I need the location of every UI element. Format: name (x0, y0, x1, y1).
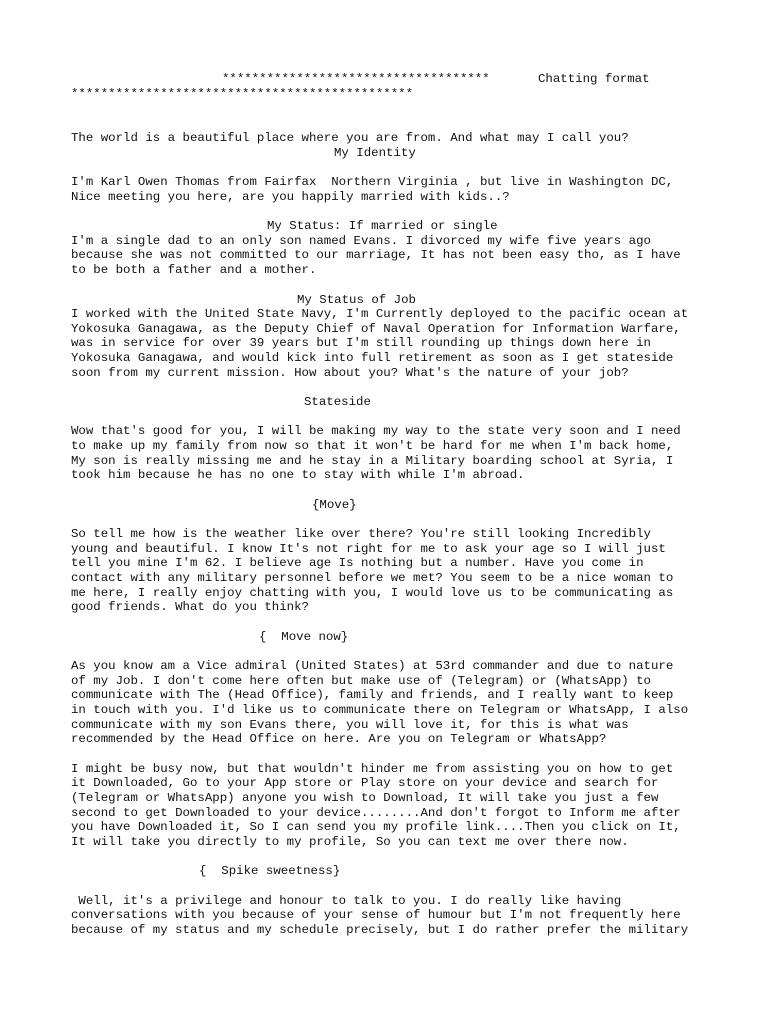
paragraph-line: I'm Karl Owen Thomas from Fairfax Northern Virginia , but live in Washington DC, (71, 175, 674, 189)
paragraph-line: soon from my current mission. How about you? What's the nature of your job? (71, 366, 629, 380)
paragraph-line: contact with any military personnel before we met? You seem to be a nice woman to (71, 571, 674, 585)
paragraph-line: (Telegram or WhatsApp) anyone you wish to Download, It will take you just a few (71, 791, 659, 805)
paragraph-line: me here, I really enjoy chatting with you, I would love us to be communicating as (71, 586, 674, 600)
paragraph-line: conversations with you because of your sense of humour but I'm not frequently here (71, 908, 681, 922)
paragraph-line: Yokosuka Ganagawa, as the Deputy Chief of Naval Operation for Information Warfare, (71, 322, 681, 336)
paragraph-line: good friends. What do you think? (71, 600, 309, 614)
paragraph-line: communicate with my son Evans there, you will love it, for this is what was (71, 718, 629, 732)
paragraph-line: you have Downloaded it, So I can send you my profile link....Then you click on It, (71, 820, 681, 834)
paragraph-line: My son is really missing me and he stay in a Military boarding school at Syria, I (71, 454, 674, 468)
heading-spike-sweetness: { Spike sweetness} (199, 864, 341, 878)
header-stars-left: ************************************ (222, 72, 490, 86)
paragraph-line: So tell me how is the weather like over there? You're still looking Incredibly (71, 527, 651, 541)
heading-my-status: My Status: If married or single (267, 219, 498, 233)
paragraph-line: Nice meeting you here, are you happily married with kids..? (71, 190, 510, 204)
paragraph-line: Wow that's good for you, I will be making my way to the state very soon and I need (71, 424, 681, 438)
paragraph-line: in touch with you. I'd like us to communicate there on Telegram or WhatsApp, I also (71, 703, 689, 717)
paragraph-line: Well, it's a privilege and honour to talk to you. I do really like having (71, 894, 622, 908)
paragraph-line: of my Job. I don't come here often but make use of (Telegram) or (WhatsApp) to (71, 674, 651, 688)
paragraph-line: As you know am a Vice admiral (United States) at 53rd commander and due to nature (71, 659, 674, 673)
paragraph-line: to be both a father and a mother. (71, 263, 317, 277)
paragraph-line: because of my status and my schedule precisely, but I do rather prefer the military (71, 923, 689, 937)
paragraph-line: to make up my family from now so that it won't be hard for me when I'm back home, (71, 439, 674, 453)
paragraph-line: communicate with The (Head Office), family and friends, and I really want to keep (71, 688, 674, 702)
paragraph-line: I might be busy now, but that wouldn't hinder me from assisting you on how to get (71, 762, 674, 776)
paragraph-line: I worked with the United State Navy, I'm Currently deployed to the pacific ocean at (71, 307, 689, 321)
paragraph-line: Yokosuka Ganagawa, and would kick into full retirement as soon as I get stateside (71, 351, 674, 365)
heading-move-now: { Move now} (259, 630, 349, 644)
paragraph-line: I'm a single dad to an only son named Evans. I divorced my wife five years ago (71, 234, 651, 248)
paragraph-line: tell you mine I'm 62. I believe age Is nothing but a number. Have you come in (71, 556, 644, 570)
paragraph-line: second to get Downloaded to your device........And don't forgot to Inform me after (71, 806, 681, 820)
paragraph-line: took him because he has no one to stay with while I'm abroad. (71, 468, 525, 482)
heading-my-identity: My Identity (334, 146, 416, 160)
paragraph-line: it Downloaded, Go to your App store or Play store on your device and search for (71, 776, 659, 790)
identity-question: The world is a beautiful place where you are from. And what may I call you? (71, 131, 629, 145)
paragraph-line: recommended by the Head Office on here. Are you on Telegram or WhatsApp? (71, 732, 607, 746)
heading-move: {Move} (312, 498, 357, 512)
document-title: Chatting format (538, 72, 650, 86)
paragraph-line: young and beautiful. I know It's not right for me to ask your age so I will just (71, 542, 666, 556)
heading-stateside: Stateside (304, 395, 371, 409)
paragraph-line: was in service for over 39 years but I'm still rounding up things down here in (71, 336, 651, 350)
paragraph-line: because she was not committed to our marriage, It has not been easy tho, as I have (71, 248, 681, 262)
header-stars-line: ********************************************** (71, 87, 414, 101)
heading-status-of-job: My Status of Job (297, 293, 416, 307)
paragraph-line: It will take you directly to my profile, So you can text me over there now. (71, 835, 629, 849)
